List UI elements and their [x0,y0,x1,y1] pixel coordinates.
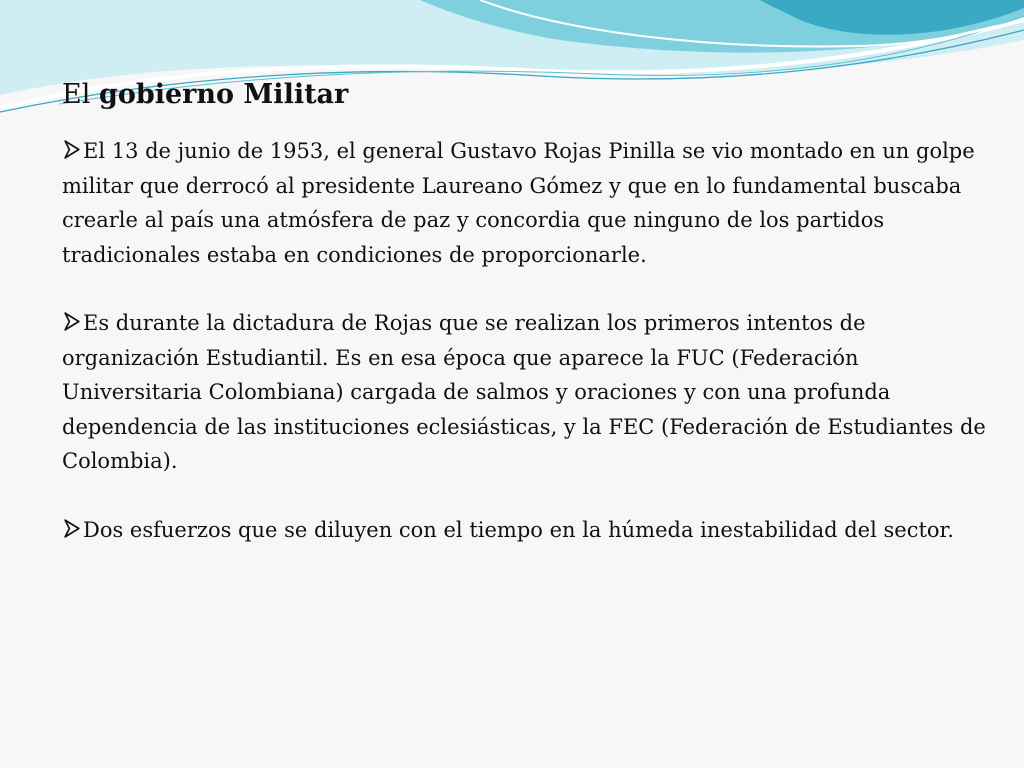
arrow-bullet-icon [62,139,83,160]
title-bold: gobierno Militar [98,79,349,110]
bullet-item-3 [62,513,1002,548]
slide-content [62,78,1002,547]
bullet-item-1 [62,134,1002,272]
arrow-bullet-icon [62,518,83,539]
bullet-spacer [62,479,1002,513]
bullet-text-3: Dos esfuerzos que se diluyen con el tiempo en la húmeda inestabilidad del sector. [83,517,954,542]
bullet-text-2: Es durante la dictadura de Rojas que se realizan los primeros intentos de organización Estudiantil. Es en esa época que aparece la FUC (Federación Universitaria Colombiana) cargada de salmos y oraciones y con una profunda dependencia de las instituciones eclesiásticas, y la FEC (Federación de Estudiantes de Colombia). [62,311,986,473]
title-prefix: El [62,79,91,110]
slide-title [62,78,1002,112]
bullet-item-2 [62,306,1002,479]
bullet-spacer [62,272,1002,306]
arrow-bullet-icon [62,311,83,332]
bullet-text-1: El 13 de junio de 1953, el general Gustavo Rojas Pinilla se vio montado en un golpe militar que derrocó al presidente Laureano Gómez y que en lo fundamental buscaba crearle al país una atmósfera de paz y concordia que ninguno de los partidos tradicionales estaba en condiciones de proporcionarle. [62,139,975,267]
